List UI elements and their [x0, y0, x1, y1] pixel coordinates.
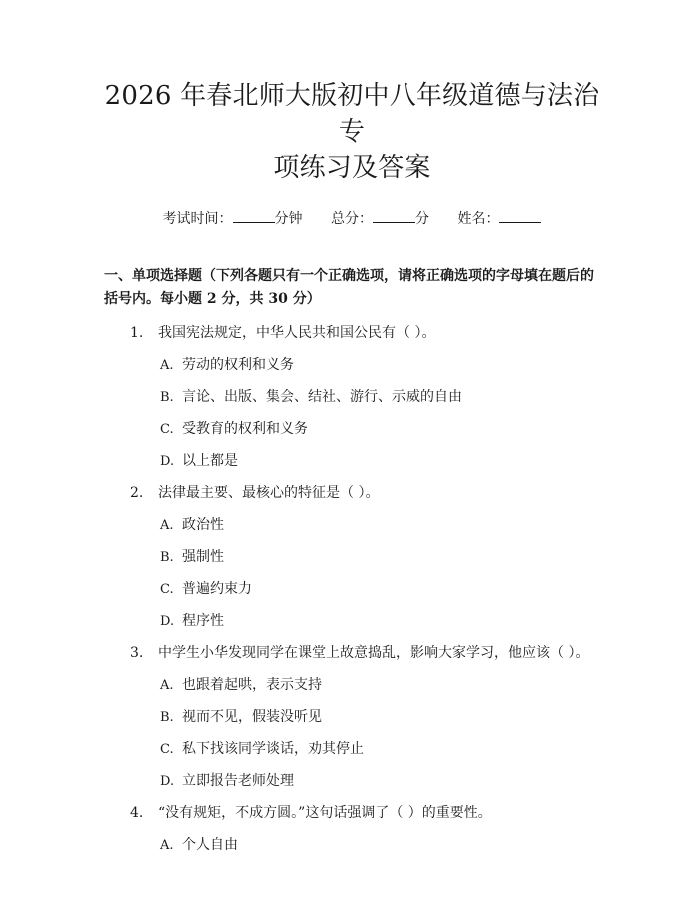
- title-line-1: 2026 年春北师大版初中八年级道德与法治专: [104, 81, 600, 147]
- option: [160, 580, 600, 599]
- option-letter: A.: [160, 838, 174, 853]
- option-letter: C.: [160, 582, 174, 597]
- question-text: “没有规矩，不成方圆。”这句话强调了（ ）的重要性。: [158, 805, 492, 821]
- option-letter: B.: [160, 390, 174, 405]
- option: [160, 676, 600, 695]
- question: [130, 644, 600, 663]
- option-text: 也跟着起哄，表示支持: [182, 677, 322, 693]
- name-field: [457, 211, 541, 227]
- option: [160, 740, 600, 759]
- name-label: 姓名：: [457, 211, 500, 227]
- option-text: 私下找该同学谈话，劝其停止: [182, 741, 364, 757]
- option-text: 个人自由: [182, 837, 238, 853]
- section-heading: 一、单项选择题（下列各题只有一个正确选项，请将正确选项的字母填在题后的括号内。每小题 2 分，共 30 分）: [104, 268, 594, 307]
- option-letter: C.: [160, 742, 174, 757]
- option: [160, 708, 600, 727]
- option-letter: A.: [160, 678, 174, 693]
- time-label: 考试时间：: [162, 211, 233, 227]
- question-text: 法律最主要、最核心的特征是（ ）。: [158, 485, 380, 501]
- question: [130, 484, 600, 503]
- option: [160, 772, 600, 791]
- time-unit: 分钟: [274, 211, 303, 227]
- option: [160, 452, 600, 471]
- option-letter: D.: [160, 454, 175, 469]
- total-score-field: [331, 211, 429, 227]
- time-blank: [233, 208, 275, 223]
- question: [130, 324, 600, 343]
- question-number: 2.: [130, 485, 144, 501]
- option: [160, 612, 600, 631]
- option: [160, 516, 600, 535]
- option-letter: C.: [160, 422, 174, 437]
- option-text: 劳动的权利和义务: [182, 357, 294, 373]
- question: [130, 804, 600, 823]
- option-text: 言论、出版、集会、结社、游行、示威的自由: [182, 389, 462, 405]
- score-label: 总分：: [331, 211, 373, 227]
- score-blank: [373, 208, 415, 223]
- option-text: 立即报告老师处理: [182, 773, 294, 789]
- question-text: 中学生小华发现同学在课堂上故意捣乱，影响大家学习，他应该（ ）。: [158, 645, 590, 661]
- option-text: 视而不见，假装没听见: [182, 709, 322, 725]
- exam-meta-line: [104, 208, 600, 229]
- option: [160, 836, 600, 855]
- option-text: 强制性: [182, 549, 224, 565]
- option-letter: A.: [160, 358, 174, 373]
- option-text: 以上都是: [182, 453, 238, 469]
- title-line-2: 项练习及答案: [273, 153, 431, 183]
- option-letter: B.: [160, 710, 174, 725]
- option: [160, 420, 600, 439]
- question-number: 4.: [130, 805, 144, 821]
- option: [160, 388, 600, 407]
- option-text: 普遍约束力: [182, 581, 252, 597]
- score-unit: 分: [415, 211, 429, 227]
- option-letter: A.: [160, 518, 174, 533]
- option-text: 程序性: [182, 613, 224, 629]
- option-letter: B.: [160, 550, 174, 565]
- option-text: 政治性: [182, 517, 224, 533]
- option: [160, 356, 600, 375]
- option-letter: D.: [160, 774, 175, 789]
- question-number: 1.: [130, 325, 144, 341]
- option: [160, 548, 600, 567]
- document-title: [104, 78, 600, 186]
- question-number: 3.: [130, 645, 144, 661]
- option-letter: D.: [160, 614, 175, 629]
- exam-time-field: [163, 211, 303, 227]
- option-text: 受教育的权利和义务: [182, 421, 308, 437]
- name-blank: [499, 208, 541, 223]
- question-text: 我国宪法规定，中华人民共和国公民有（ ）。: [158, 325, 436, 341]
